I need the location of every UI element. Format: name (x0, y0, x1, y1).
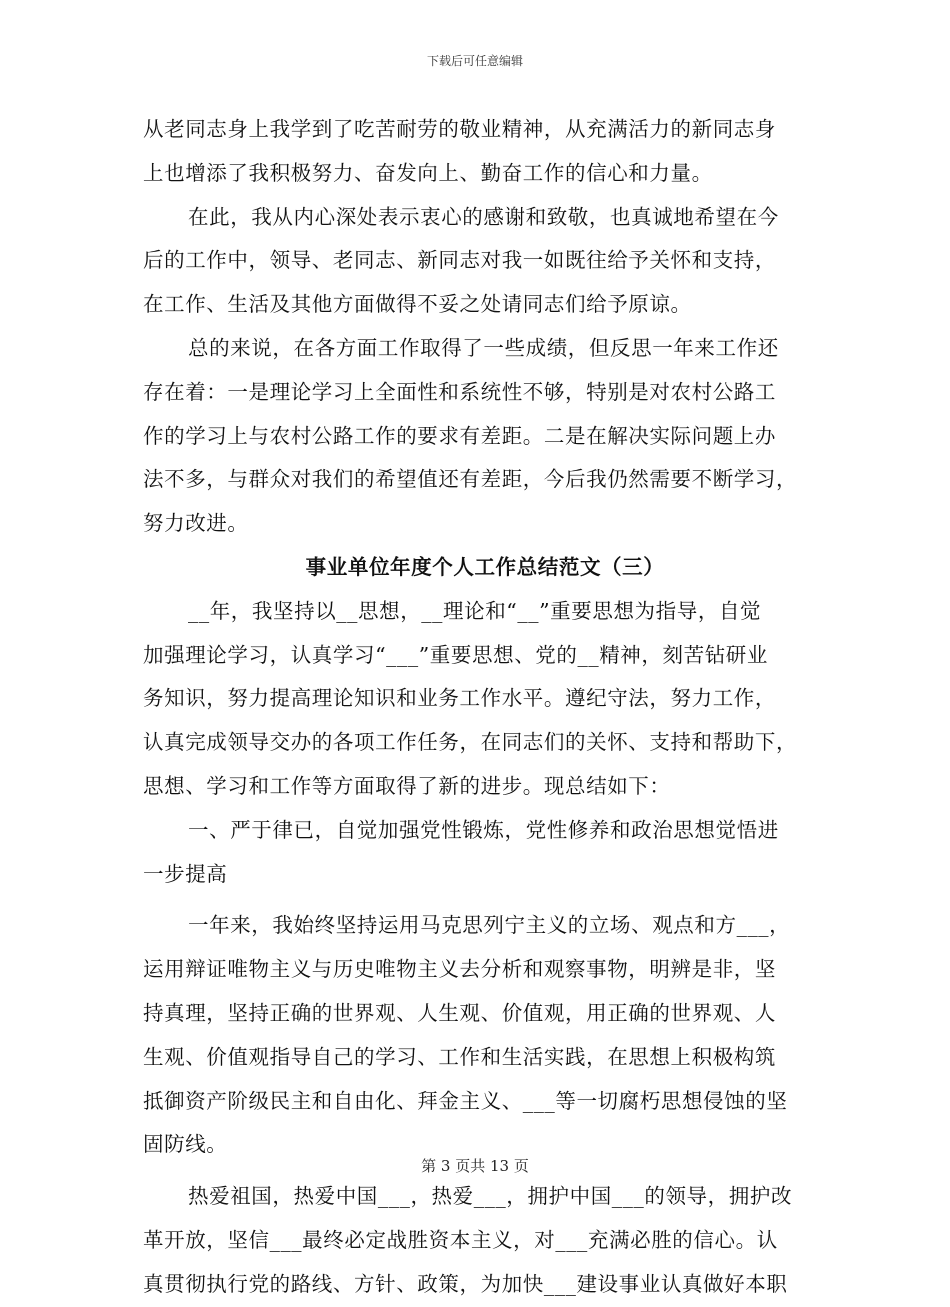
text-line: 认真完成领导交办的各项工作任务，在同志们的关怀、支持和帮助下， (143, 730, 798, 755)
page-number-footer: 第 3 页共 13 页 (421, 1157, 529, 1175)
text-line: 持真理，坚持正确的世界观、人生观、价值观，用正确的世界观、人 (143, 1000, 776, 1025)
text-line: 革开放，坚信___最终必定战胜资本主义，对___充满必胜的信心。认 (143, 1227, 778, 1252)
text-line: 努力改进。 (143, 511, 249, 536)
text-line: 运用辩证唯物主义与历史唯物主义去分析和观察事物，明辨是非，坚 (143, 957, 776, 982)
text-line: 存在着：一是理论学习上全面性和系统性不够，特别是对农村公路工 (143, 379, 776, 404)
page-header: 下载后可任意编辑 (426, 54, 523, 68)
text-line: 在工作、生活及其他方面做得不妥之处请同志们给予原谅。 (143, 292, 692, 317)
text-line: 加强理论学习，认真学习“___”重要思想、党的__精神，刻苦钻研业 (143, 642, 769, 667)
text-line: 一步提高 (143, 861, 228, 886)
text-line: 法不多，与群众对我们的希望值还有差距，今后我仍然需要不断学习， (143, 467, 798, 492)
text-line: 作的学习上与农村公路工作的要求有差距。二是在解决实际问题上办 (143, 423, 776, 448)
text-line: 思想、学习和工作等方面取得了新的进步。现总结如下： (143, 773, 671, 798)
text-line: 上也增添了我积极努力、奋发向上、勤奋工作的信心和力量。 (143, 160, 713, 185)
document-body (143, 108, 807, 1307)
text-line: 抵御资产阶级民主和自由化、拜金主义、___等一切腐朽思想侵蚀的坚 (143, 1088, 788, 1113)
paragraph-first-line: 一、严于律已，自觉加强党性锻炼，党性修养和政治思想觉悟进 (188, 817, 779, 842)
paragraph-first-line: 热爱祖国，热爱中国___，热爱___，拥护中国___的领导，拥护改 (188, 1184, 793, 1209)
section-title: 事业单位年度个人工作总结范文（三） (305, 554, 665, 579)
text-line: 后的工作中，领导、老同志、新同志对我一如既往给予关怀和支持， (143, 248, 776, 273)
text-line: 务知识，努力提高理论知识和业务工作水平。遵纪守法，努力工作， (143, 686, 776, 711)
text-line: 从老同志身上我学到了吃苦耐劳的敬业精神，从充满活力的新同志身 (143, 117, 776, 141)
text-line: 真贯彻执行党的路线、方针、政策，为加快___建设事业认真做好本职 (143, 1271, 788, 1296)
paragraph-first-line: 一年来，我始终坚持运用马克思列宁主义的立场、观点和方___， (188, 913, 791, 938)
paragraph-first-line: 在此，我从内心深处表示衷心的感谢和致敬，也真诚地希望在今 (188, 204, 779, 229)
paragraph-first-line: __年，我坚持以__思想，__理论和“__”重要思想为指导，自觉 (188, 598, 762, 623)
paragraph-first-line: 总的来说，在各方面工作取得了一些成绩，但反思一年来工作还 (188, 335, 779, 360)
text-line: 生观、价值观指导自己的学习、工作和生活实践，在思想上积极构筑 (143, 1044, 776, 1069)
text-line: 固防线。 (143, 1132, 228, 1157)
paragraph-gap (143, 896, 807, 904)
